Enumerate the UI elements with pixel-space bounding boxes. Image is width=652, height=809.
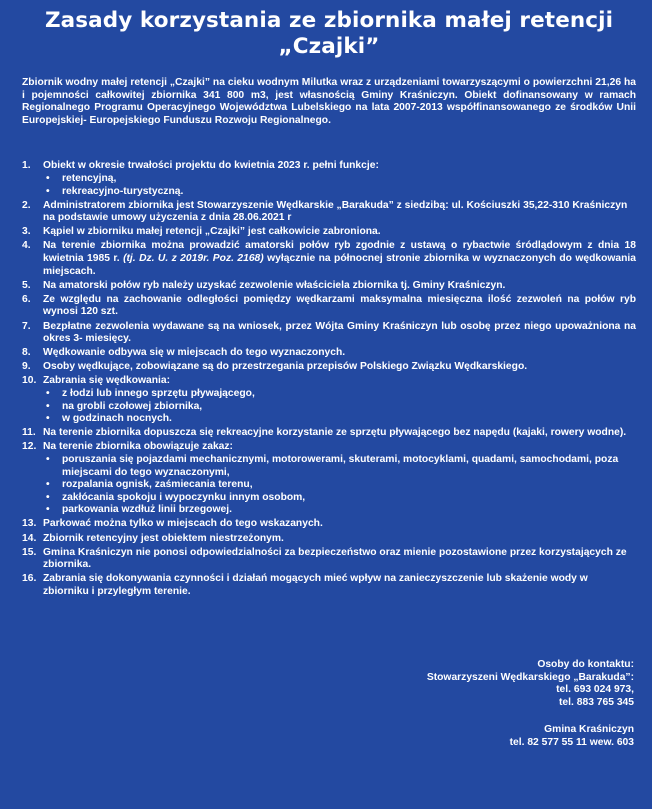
bullet-icon: • bbox=[46, 185, 50, 197]
rule-number: 5. bbox=[22, 279, 31, 291]
intro-paragraph: Zbiornik wodny małej retencji „Czajki” na cieku wodnym Milutka wraz z urządzeniami towarzyszącymi o powierzchni 21,26 ha i pojemności całkowitej zbiornika 341 800 m3, jest własnością Gminy Kraśniczyn. Obiekt dofinansowany w ramach Regionalnego Programu Operacyjnego Województwa Lubelskiego na lata 2007-2013 współfinansowanego ze środków Unii Europejskiej- Europejskiego Funduszu Rozwoju Regionalnego. bbox=[22, 77, 636, 126]
list-item: • rozpalania ognisk, zaśmiecania terenu, bbox=[43, 479, 636, 492]
contact-phone: tel. 82 577 55 11 wew. 603 bbox=[509, 736, 634, 748]
rule-12 bbox=[22, 441, 636, 517]
rule-9 bbox=[22, 361, 636, 374]
bullet-icon: • bbox=[46, 387, 50, 399]
contact-spacer bbox=[427, 709, 634, 724]
legal-citation: (tj. Dz. U. z 2019r. Poz. 2168) bbox=[123, 253, 264, 265]
rule-text: Zbiornik retencyjny jest obiektem niestrzeżonym. bbox=[43, 532, 284, 544]
rule-number: 12. bbox=[22, 441, 37, 453]
rule-text: Ze względu na zachowanie odległości pomiędzy wędkarzami maksymalna miesięczna ilość zezwoleń na połów ryb wynosi 120 szt. bbox=[43, 293, 636, 318]
contact-org-association: Stowarzyszeni Wędkarskiego „Barakuda”: bbox=[426, 671, 634, 683]
rule-number: 16. bbox=[22, 573, 37, 585]
rule-14 bbox=[22, 533, 636, 546]
bullet-icon: • bbox=[46, 400, 50, 412]
rule-text: Na amatorski połów ryb należy uzyskać zezwolenie właściciela zbiornika tj. Gminy Kraśniczyn. bbox=[43, 279, 506, 291]
rule-text: Gmina Kraśniczyn nie ponosi odpowiedzialności za bezpieczeństwo oraz mienie pozostawione przez korzystających ze zbiornika. bbox=[43, 546, 627, 571]
list-item: • retencyjną, bbox=[43, 173, 636, 186]
list-item: • z łodzi lub innego sprzętu pływającego, bbox=[43, 388, 636, 401]
rule-text bbox=[43, 240, 636, 278]
rule-text: Zabrania się wędkowania: bbox=[43, 375, 171, 387]
rule-text-part-a: Na terenie zbiornika można prowadzić amatorski połów ryb zgodnie z ustawą o rybactwie śródlądowym z dnia 18 kwietnia 1985 r. bbox=[43, 240, 636, 265]
rule-text: Parkować można tylko w miejscach do tego wskazanych. bbox=[43, 518, 323, 530]
bullet-icon: • bbox=[46, 413, 50, 425]
rule-text: Na terenie zbiornika dopuszcza się rekreacyjne korzystanie ze sprzętu pływającego bez napędu (kajaki, rowery wodne). bbox=[43, 427, 627, 439]
rule-number: 1. bbox=[22, 160, 31, 172]
rule-text: Administratorem zbiornika jest Stowarzyszenie Wędkarskie „Barakuda” z siedzibą: ul. Kościuszki 35,22-310 Kraśniczyn na podstawie umowy użyczenia z dnia 28.06.2021 r bbox=[43, 199, 628, 224]
page-title bbox=[22, 8, 636, 60]
contact-phone: tel. 883 765 345 bbox=[559, 696, 634, 708]
list-item: • rekreacyjno-turystyczną. bbox=[43, 186, 636, 199]
rule-text: Osoby wędkujące, zobowiązane są do przestrzegania przepisów Polskiego Związku Wędkarskiego. bbox=[43, 361, 528, 373]
page-title-line-1: Zasady korzystania ze zbiornika małej retencji bbox=[44, 8, 614, 33]
rule-6 bbox=[22, 294, 636, 319]
rule-2 bbox=[22, 200, 636, 225]
rule-text: Na terenie zbiornika obowiązuje zakaz: bbox=[43, 441, 233, 453]
bullet-icon: • bbox=[46, 479, 50, 491]
rule-number: 4. bbox=[22, 240, 31, 252]
contact-phone: tel. 693 024 973, bbox=[556, 684, 634, 696]
bullet-icon: • bbox=[46, 491, 50, 503]
rule-number: 9. bbox=[22, 361, 31, 373]
rule-1 bbox=[22, 160, 636, 198]
rule-number: 10. bbox=[22, 375, 37, 387]
rule-number: 2. bbox=[22, 199, 31, 211]
contact-org-municipality: Gmina Kraśniczyn bbox=[544, 724, 634, 736]
rule-4 bbox=[22, 240, 636, 278]
bullet-icon: • bbox=[46, 453, 50, 465]
rule-number: 11. bbox=[22, 427, 36, 439]
rule-text: Wędkowanie odbywa się w miejscach do tego wyznaczonych. bbox=[43, 347, 346, 359]
rule-5 bbox=[22, 280, 636, 293]
rule-text: Zabrania się dokonywania czynności i działań mogących mieć wpływ na zanieczyszczenie lub skażenie wody w zbiorniku i przyległym terenie. bbox=[43, 573, 588, 597]
rule-text: Obiekt w okresie trwałości projektu do kwietnia 2023 r. pełni funkcje: bbox=[43, 160, 379, 172]
list-item: • parkowania wzdłuż linii brzegowej. bbox=[43, 504, 636, 517]
rule-10 bbox=[22, 375, 636, 425]
rule-sublist bbox=[43, 173, 636, 198]
contact-block bbox=[427, 659, 634, 750]
rule-8 bbox=[22, 347, 636, 360]
rule-sublist bbox=[43, 454, 636, 517]
bullet-icon: • bbox=[46, 504, 50, 516]
list-item: • na grobli czołowej zbiornika, bbox=[43, 401, 636, 414]
rule-11 bbox=[22, 427, 636, 440]
rule-number: 13. bbox=[22, 518, 37, 530]
rule-15 bbox=[22, 547, 636, 572]
rule-text: Kąpiel w zbiorniku małej retencji „Czajki” jest całkowicie zabroniona. bbox=[43, 226, 381, 238]
bullet-icon: • bbox=[46, 172, 50, 184]
rule-sublist bbox=[43, 388, 636, 426]
rule-number: 15. bbox=[22, 546, 37, 558]
rule-number: 3. bbox=[22, 226, 31, 238]
rule-13 bbox=[22, 518, 636, 531]
list-item: • w godzinach nocnych. bbox=[43, 413, 636, 426]
rule-text-part-b: wyłącznie na północnej stronie zbiornika w wyznaczonych do wędkowania miejscach. bbox=[43, 253, 636, 277]
contact-heading: Osoby do kontaktu: bbox=[537, 659, 634, 670]
rule-3 bbox=[22, 226, 636, 239]
rules-list bbox=[22, 160, 636, 598]
list-item: • zakłócania spokoju i wypoczynku innym osobom, bbox=[43, 492, 636, 505]
rule-number: 8. bbox=[22, 347, 31, 359]
rule-16 bbox=[22, 573, 636, 598]
page-title-line-2: „Czajki” bbox=[278, 34, 380, 59]
rule-text: Bezpłatne zezwolenia wydawane są na wniosek, przez Wójta Gminy Kraśniczyn lub osobę przez niego upoważniona na okres 3- miesięcy. bbox=[43, 320, 636, 345]
rule-number: 14. bbox=[22, 532, 37, 544]
rule-7 bbox=[22, 321, 636, 346]
rule-number: 6. bbox=[22, 293, 31, 305]
rule-number: 7. bbox=[22, 320, 31, 332]
list-item: • poruszania się pojazdami mechanicznymi, motorowerami, skuterami, motocyklami, quadami, samochodami, poza miejscami do tego wyznaczonymi, bbox=[43, 454, 636, 479]
